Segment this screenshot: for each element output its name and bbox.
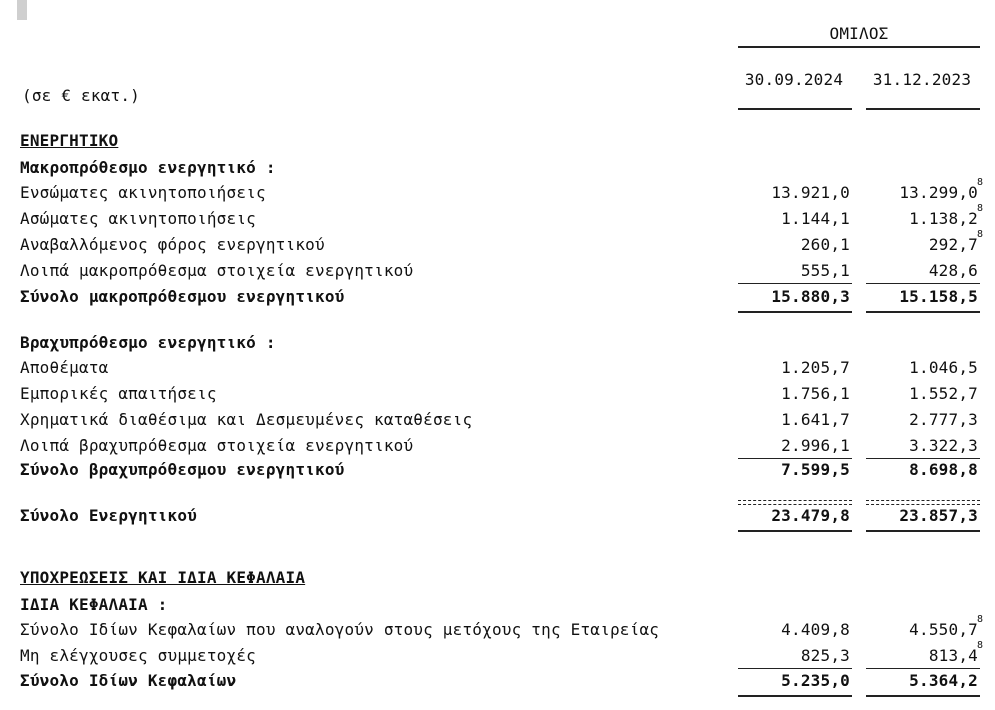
- noncurrent-assets-heading: Μακροπρόθεσμο ενεργητικό :: [20, 158, 276, 177]
- subtotal-rule: [866, 458, 980, 459]
- value-2024: 15.880,3: [771, 287, 850, 306]
- note-ref: 8: [977, 177, 984, 188]
- row-label: Σύνολο Ιδίων Κεφαλαίων που αναλογούν στους μετόχους της Εταιρείας: [20, 620, 660, 639]
- corner-mark: [17, 0, 27, 20]
- total-rule: [866, 530, 980, 532]
- note-ref: 8: [977, 614, 984, 625]
- row-label: Μη ελέγχουσες συμμετοχές: [20, 646, 256, 665]
- value-2023: 292,7: [928, 235, 978, 254]
- group-title: ΟΜΙΛΟΣ: [829, 24, 889, 43]
- row-label: Λοιπά βραχυπρόθεσμα στοιχεία ενεργητικού: [20, 436, 414, 455]
- value-2024: 4.409,8: [781, 620, 850, 639]
- row-label: Σύνολο Ενεργητικού: [20, 506, 197, 525]
- total-rule: [738, 530, 852, 532]
- value-2024: 13.921,0: [771, 183, 850, 202]
- column-rule-2023: [866, 108, 980, 110]
- column-header-2023: 31.12.2023: [872, 70, 972, 89]
- note-ref: 8: [977, 203, 984, 214]
- value-2023: 4.550,7: [909, 620, 978, 639]
- subtotal-rule: [866, 668, 980, 669]
- column-rule-2024: [738, 108, 852, 110]
- value-2024: 1.641,7: [781, 410, 850, 429]
- group-rule: [738, 46, 980, 48]
- assets-heading: ΕΝΕΡΓΗΤΙΚΟ: [20, 131, 119, 150]
- note-ref: 8: [977, 640, 984, 651]
- value-2024: 825,3: [800, 646, 850, 665]
- value-2024: 260,1: [800, 235, 850, 254]
- row-label: Σύνολο μακροπρόθεσμου ενεργητικού: [20, 287, 345, 306]
- subtotal-rule: [738, 668, 852, 669]
- row-label: Σύνολο Ιδίων Κεφαλαίων: [20, 671, 237, 690]
- value-2023: 2.777,3: [909, 410, 978, 429]
- row-label: Ενσώματες ακινητοποιήσεις: [20, 183, 266, 202]
- liabilities-heading: ΥΠΟΧΡΕΩΣΕΙΣ ΚΑΙ ΙΔΙΑ ΚΕΦΑΛΑΙΑ: [20, 568, 306, 587]
- value-2023: 1.046,5: [909, 358, 978, 377]
- total-rule: [738, 311, 852, 313]
- subtotal-rule: [866, 283, 980, 284]
- value-2024: 2.996,1: [781, 436, 850, 455]
- value-2024: 5.235,0: [781, 671, 850, 690]
- double-rule: [866, 500, 980, 505]
- value-2024: 1.756,1: [781, 384, 850, 403]
- total-rule: [738, 695, 852, 697]
- note-ref: 8: [977, 229, 984, 240]
- row-label: Αναβαλλόμενος φόρος ενεργητικού: [20, 235, 325, 254]
- subtotal-rule: [738, 283, 852, 284]
- subtotal-rule: [738, 458, 852, 459]
- row-label: Εμπορικές απαιτήσεις: [20, 384, 217, 403]
- row-label: Ασώματες ακινητοποιήσεις: [20, 209, 256, 228]
- value-2023: 1.138,2: [909, 209, 978, 228]
- value-2024: 7.599,5: [781, 460, 850, 479]
- value-2023: 8.698,8: [909, 460, 978, 479]
- units-label: (σε € εκατ.): [22, 86, 140, 105]
- value-2024: 23.479,8: [771, 506, 850, 525]
- total-rule: [866, 311, 980, 313]
- column-header-2024: 30.09.2024: [744, 70, 844, 89]
- value-2024: 555,1: [800, 261, 850, 280]
- row-label: Χρηματικά διαθέσιμα και Δεσμευμένες καταθέσεις: [20, 410, 473, 429]
- value-2023: 13.299,0: [899, 183, 978, 202]
- row-label: Σύνολο βραχυπρόθεσμου ενεργητικού: [20, 460, 345, 479]
- value-2023: 813,4: [928, 646, 978, 665]
- value-2023: 428,6: [928, 261, 978, 280]
- value-2024: 1.144,1: [781, 209, 850, 228]
- value-2023: 5.364,2: [909, 671, 978, 690]
- current-assets-heading: Βραχυπρόθεσμο ενεργητικό :: [20, 333, 276, 352]
- row-label: Λοιπά μακροπρόθεσμα στοιχεία ενεργητικού: [20, 261, 414, 280]
- double-rule: [738, 500, 852, 505]
- value-2023: 3.322,3: [909, 436, 978, 455]
- value-2023: 23.857,3: [899, 506, 978, 525]
- equity-heading: ΙΔΙΑ ΚΕΦΑΛΑΙΑ :: [20, 595, 168, 614]
- total-rule: [866, 695, 980, 697]
- value-2023: 1.552,7: [909, 384, 978, 403]
- value-2023: 15.158,5: [899, 287, 978, 306]
- value-2024: 1.205,7: [781, 358, 850, 377]
- row-label: Αποθέματα: [20, 358, 109, 377]
